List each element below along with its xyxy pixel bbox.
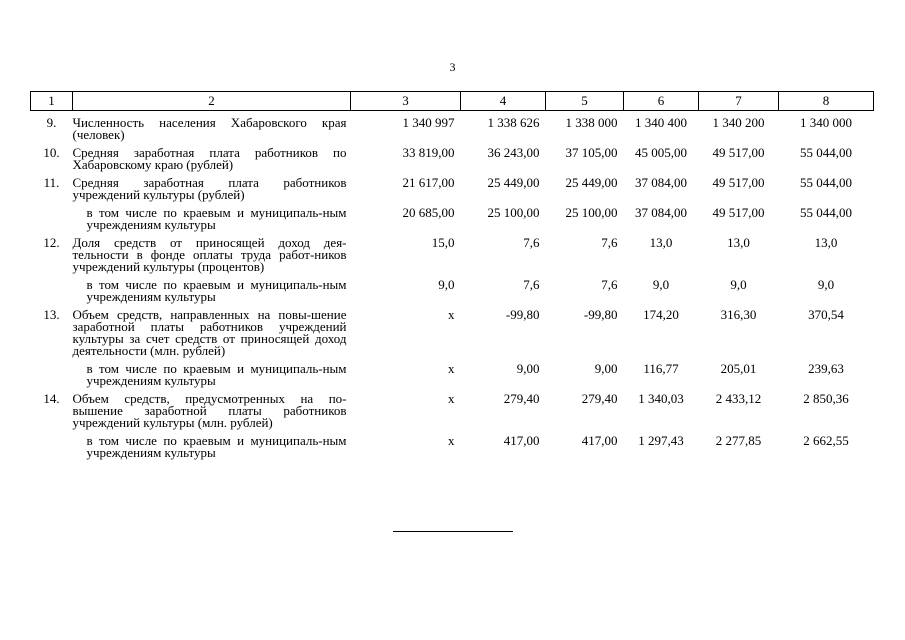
row-number: 12.	[43, 235, 60, 250]
value-cell-col7: 205,01	[720, 361, 757, 376]
value-cell-col5: 1 338 000	[565, 115, 618, 130]
row-description: Средняя заработная плата работников по Хабаровскому краю (рублей)	[72, 145, 347, 172]
value-cell-col6: 45 005,00	[635, 145, 687, 160]
value-cell-col7: 1 340 200	[712, 115, 765, 130]
col-header-8: 8	[779, 92, 874, 111]
row-number	[31, 201, 73, 231]
row-description: Доля средств от приносящей доход дея-тельности в фонде оплаты труда работ-ников учреждений культуры (процентов)	[72, 235, 347, 274]
value-cell-col8: 239,63	[808, 361, 844, 376]
value-cell-col6: 37 084,00	[635, 205, 687, 220]
value-cell-col4: 25 100,00	[487, 205, 540, 220]
value-cell-col5: -99,80	[583, 307, 618, 322]
value-cell-col8: 55 044,00	[800, 145, 852, 160]
value-cell-col4: 36 243,00	[487, 145, 540, 160]
value-cell-col8: 13,0	[814, 235, 838, 250]
value-cell-col3: 15,0	[431, 235, 455, 250]
value-cell-col6: 1 340,03	[638, 391, 684, 406]
table-row	[31, 111, 874, 142]
value-cell-col6: 9,0	[652, 277, 670, 292]
col-header-5: 5	[546, 92, 624, 111]
row-description: в том числе по краевым и муниципаль-ным учреждениям культуры	[86, 205, 347, 232]
value-cell-col8: 2 850,36	[803, 391, 849, 406]
row-number	[31, 273, 73, 303]
value-cell-col3: x	[448, 307, 455, 322]
value-cell-col8: 9,0	[817, 277, 835, 292]
row-description: Объем средств, предусмотренных на по-вышение заработной платы работников учреждений культуры (млн. рублей)	[72, 391, 347, 430]
indicators-table	[30, 91, 874, 459]
value-cell-col6: 13,0	[649, 235, 673, 250]
value-cell-col5: 37 105,00	[565, 145, 618, 160]
value-cell-col6: 1 340 400	[635, 115, 687, 130]
value-cell-col8: 55 044,00	[800, 175, 852, 190]
col-header-2: 2	[73, 92, 351, 111]
value-cell-col7: 316,30	[720, 307, 757, 322]
value-cell-col3: x	[448, 361, 455, 376]
col-header-6: 6	[624, 92, 699, 111]
value-cell-col5: 7,6	[601, 235, 618, 250]
row-description: в том числе по краевым и муниципаль-ным учреждениям культуры	[86, 433, 347, 460]
value-cell-col7: 2 433,12	[715, 391, 762, 406]
row-number: 13.	[43, 307, 60, 322]
row-number	[31, 357, 73, 387]
value-cell-col3: x	[448, 433, 455, 448]
value-cell-col3: x	[448, 391, 455, 406]
row-description: Численность населения Хабаровского края (человек)	[72, 115, 347, 142]
value-cell-col5: 7,6	[601, 277, 618, 292]
closing-rule	[393, 531, 513, 532]
table-row	[31, 387, 874, 429]
value-cell-col8: 1 340 000	[800, 115, 852, 130]
value-cell-col4: 279,40	[503, 391, 540, 406]
value-cell-col4: 417,00	[503, 433, 540, 448]
row-description: Средняя заработная плата работников учреждений культуры (рублей)	[72, 175, 347, 202]
value-cell-col6: 174,20	[643, 307, 679, 322]
value-cell-col5: 25 100,00	[565, 205, 618, 220]
table-subrow	[31, 201, 874, 231]
value-cell-col7: 13,0	[727, 235, 750, 250]
col-header-1: 1	[31, 92, 73, 111]
page-number: 3	[449, 60, 456, 74]
value-cell-col6: 116,77	[643, 361, 679, 376]
value-cell-col6: 37 084,00	[635, 175, 687, 190]
value-cell-col7: 49 517,00	[712, 175, 765, 190]
row-description: Объем средств, направленных на повы-шение заработной платы работников учреждений культуры за счет средств от приносящей доход деятельности (млн. рублей)	[72, 307, 347, 358]
value-cell-col6: 1 297,43	[638, 433, 684, 448]
value-cell-col8: 55 044,00	[800, 205, 852, 220]
value-cell-col5: 25 449,00	[565, 175, 618, 190]
table-row	[31, 303, 874, 357]
table-row	[31, 231, 874, 273]
col-header-3: 3	[351, 92, 461, 111]
col-header-7: 7	[699, 92, 779, 111]
value-cell-col4: 25 449,00	[487, 175, 540, 190]
row-number: 11.	[43, 175, 60, 190]
value-cell-col3: 20 685,00	[402, 205, 455, 220]
table-subrow	[31, 357, 874, 387]
row-number	[31, 429, 73, 459]
value-cell-col3: 21 617,00	[402, 175, 455, 190]
row-number: 14.	[43, 391, 60, 406]
value-cell-col7: 49 517,00	[712, 205, 765, 220]
value-cell-col5: 417,00	[581, 433, 618, 448]
value-cell-col4: 7,6	[523, 235, 540, 250]
table-subrow	[31, 273, 874, 303]
value-cell-col5: 9,00	[594, 361, 618, 376]
row-number: 10.	[43, 145, 60, 160]
value-cell-col4: -99,80	[505, 307, 540, 322]
value-cell-col3: 33 819,00	[402, 145, 455, 160]
value-cell-col4: 1 338 626	[487, 115, 540, 130]
col-header-4: 4	[461, 92, 546, 111]
value-cell-col3: 1 340 997	[402, 115, 455, 130]
table-row	[31, 141, 874, 171]
row-description: в том числе по краевым и муниципаль-ным учреждениям культуры	[86, 277, 347, 304]
value-cell-col4: 9,00	[516, 361, 540, 376]
header-row	[31, 92, 874, 111]
table-row	[31, 171, 874, 201]
value-cell-col7: 2 277,85	[715, 433, 762, 448]
value-cell-col8: 370,54	[808, 307, 844, 322]
value-cell-col4: 7,6	[523, 277, 540, 292]
table-subrow	[31, 429, 874, 459]
value-cell-col5: 279,40	[581, 391, 618, 406]
value-cell-col7: 9,0	[730, 277, 747, 292]
value-cell-col7: 49 517,00	[712, 145, 765, 160]
row-description: в том числе по краевым и муниципаль-ным учреждениям культуры	[86, 361, 347, 388]
row-number: 9.	[46, 115, 57, 130]
value-cell-col3: 9,0	[438, 277, 455, 292]
value-cell-col8: 2 662,55	[803, 433, 849, 448]
